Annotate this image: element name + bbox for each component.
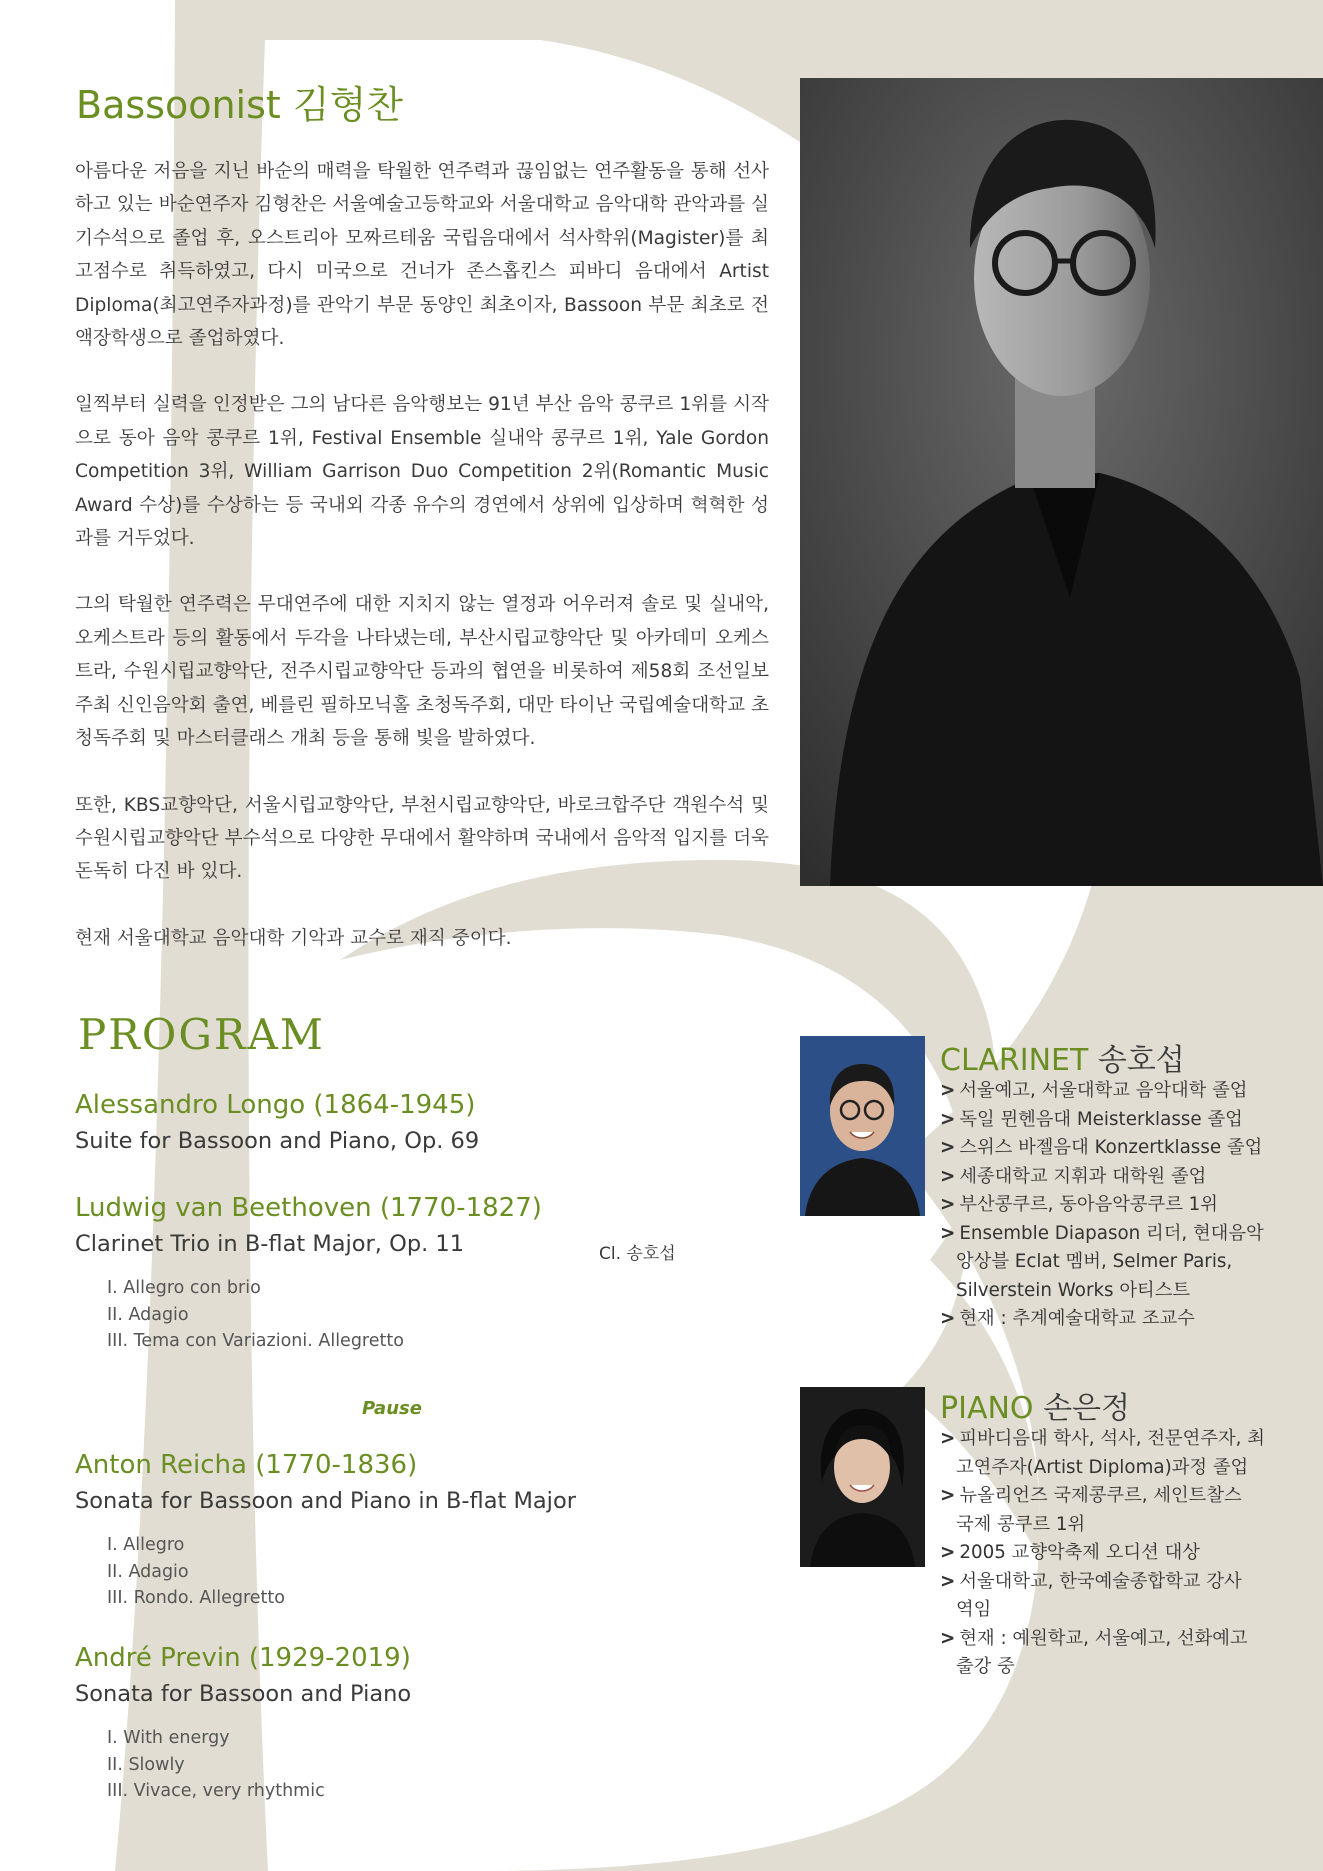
movement: I. Allegro — [107, 1535, 185, 1555]
arrow-icon: > — [940, 1194, 956, 1215]
cv-item: > 현재 : 추계예술대학교 조교수 — [940, 1308, 1195, 1329]
bio-paragraph: 아름다운 저음을 지닌 바순의 매력을 탁월한 연주력과 끊임없는 연주활동을 통해 선사하고 있는 바순연주자 김형찬은 서울예술고등학교와 서울대학교 음악대학 관악과를 실기수석으로 졸업 후, 오스트리아 모짜르테움 국립음대에서 석사학위(Magister)를 최고점수로 취득하였고, 다시 미국으로 건너가 존스홉킨스 피바디 음대에서 Artist Diploma(최고연주자과정)를 관악기 부문 동양인 최초이자, Bassoon 부문 최초로 전액장학생으로 졸업하였다. — [75, 161, 769, 350]
movement-list — [107, 1532, 775, 1612]
composer-name: Ludwig van Beethoven — [75, 1193, 372, 1223]
composer-name: Alessandro Longo — [75, 1090, 306, 1120]
arrow-icon: > — [940, 1570, 956, 1592]
pianist-photo — [800, 1387, 925, 1567]
program-piece — [75, 1643, 775, 1805]
composer-name: Anton Reicha — [75, 1450, 247, 1480]
movement: II. Adagio — [107, 1561, 189, 1582]
cv-item: > 피바디음대 학사, 석사, 전문연주자, 최고연주자(Artist Diploma)과정 졸업 — [940, 1428, 1265, 1478]
arrow-icon: > — [940, 1428, 956, 1449]
cv-item: > 뉴올리언즈 국제콩쿠르, 세인트찰스 국제 콩쿠르 1위 — [940, 1485, 1242, 1535]
bio-title: Bassoonist 김형찬 — [76, 83, 403, 127]
cv-item: > 2005 교향악축제 오디션 대상 — [940, 1542, 1200, 1563]
pianist-cv — [940, 1425, 1265, 1682]
movement: III. Tema con Variazioni. Allegretto — [107, 1331, 404, 1351]
program-piece — [75, 1193, 775, 1450]
cv-item: > 서울예고, 서울대학교 음악대학 졸업 — [940, 1080, 1248, 1101]
clarinetist-title — [940, 1035, 1185, 1079]
program-title: PROGRAM — [78, 1010, 325, 1059]
cv-item: > Ensemble Diapason 리더, 현대음악 앙상블 Eclat 멤버, Selmer Paris, Silverstein Works 아티스트 — [940, 1222, 1264, 1301]
cv-item: > 현재 : 예원학교, 서울예고, 선화예고 출강 중 — [940, 1627, 1248, 1677]
pause-label: Pause — [362, 1398, 422, 1419]
clarinetist-cv — [940, 1077, 1323, 1334]
movement: III. Rondo. Allegretto — [107, 1588, 285, 1608]
work-title: Sonata for Bassoon and Piano — [75, 1681, 412, 1707]
composer-dates: (1929-2019) — [248, 1643, 411, 1673]
movement: I. Allegro con brio — [107, 1278, 261, 1298]
arrow-icon: > — [940, 1080, 956, 1101]
clarinetist-photo — [800, 1036, 925, 1216]
work-title: Suite for Bassoon and Piano, Op. 69 — [75, 1128, 480, 1154]
bassoonist-portrait-photo — [800, 78, 1323, 886]
cv-item: > 부산콩쿠르, 동아음악콩쿠르 1위 — [940, 1194, 1218, 1215]
arrow-icon: > — [940, 1542, 956, 1563]
composer-name: André Previn — [75, 1643, 241, 1673]
arrow-icon: > — [940, 1137, 956, 1158]
composer-dates: (1770-1827) — [379, 1193, 542, 1223]
work-title: Clarinet Trio in B-flat Major, Op. 11 — [75, 1231, 465, 1257]
pianist-title — [940, 1383, 1130, 1427]
bio-paragraph: 일찍부터 실력을 인정받은 그의 남다른 음악행보는 91년 부산 음악 콩쿠르 1위를 시작으로 동아 음악 콩쿠르 1위, Festival Ensemble 실내악 콩쿠르 1위, Yale Gordon Competition 3위, William Garrison Duo Competition 2위(Romantic Music Award 수상)를 수상하는 등 국내외 각종 유수의 경연에서 상위에 입상하며 혁혁한 성과를 거두었다. — [75, 394, 769, 550]
composer-dates: (1864-1945) — [313, 1090, 476, 1120]
arrow-icon: > — [940, 1308, 956, 1329]
instrument-label: CLARINET — [940, 1043, 1089, 1078]
bio-paragraph: 또한, KBS교향악단, 서울시립교향악단, 부천시립교향악단, 바로크합주단 객원수석 및 수원시립교향악단 부수석으로 다양한 무대에서 활약하며 국내에서 음악적 입지를 더욱 돈독히 다진 바 있다. — [75, 794, 769, 883]
bio-paragraph: 그의 탁월한 연주력은 무대연주에 대한 지치지 않는 열정과 어우러져 솔로 및 실내악, 오케스트라 등의 활동에서 두각을 나타냈는데, 부산시립교향악단 및 아카데미 오케스트라, 수원시립교향악단, 전주시립교향악단 등과의 협연을 비롯하여 제58회 조선일보 주최 신인음악회 출연, 베를린 필하모닉홀 초청독주회, 대만 타이난 국립예술대학교 초청독주회 및 마스터클래스 개최 등을 통해 빛을 발하였다. — [75, 594, 769, 750]
movement-list — [107, 1275, 775, 1355]
composer-dates: (1770-1836) — [255, 1450, 418, 1480]
arrow-icon: > — [940, 1222, 956, 1244]
cv-item: > 서울대학교, 한국예술종합학교 강사 역임 — [940, 1570, 1242, 1620]
program-list — [75, 1090, 775, 1805]
bio-paragraph: 현재 서울대학교 음악대학 기악과 교수로 재직 중이다. — [75, 927, 512, 949]
cv-item: > 독일 뮌헨음대 Meisterklasse 졸업 — [940, 1108, 1243, 1130]
performer-credit: Cl. 송호섭 — [599, 1244, 676, 1264]
movement: II. Slowly — [107, 1754, 185, 1775]
movement-list — [107, 1725, 775, 1805]
artist-name: 손은정 — [1043, 1391, 1131, 1426]
arrow-icon: > — [940, 1485, 956, 1506]
instrument-label: PIANO — [940, 1391, 1034, 1426]
cv-item: > 세종대학교 지휘과 대학원 졸업 — [940, 1165, 1207, 1187]
bio-text — [75, 155, 769, 988]
program-piece — [75, 1450, 775, 1643]
movement: II. Adagio — [107, 1304, 189, 1325]
arrow-icon: > — [940, 1165, 956, 1187]
artist-name: 송호섭 — [1097, 1043, 1185, 1078]
arrow-icon: > — [940, 1627, 956, 1649]
work-title: Sonata for Bassoon and Piano in B-flat Major — [75, 1488, 576, 1514]
arrow-icon: > — [940, 1108, 956, 1130]
movement: I. With energy — [107, 1728, 230, 1748]
program-piece — [75, 1090, 775, 1193]
cv-item: > 스위스 바젤음대 Konzertklasse 졸업 — [940, 1137, 1263, 1158]
movement: III. Vivace, very rhythmic — [107, 1781, 325, 1801]
